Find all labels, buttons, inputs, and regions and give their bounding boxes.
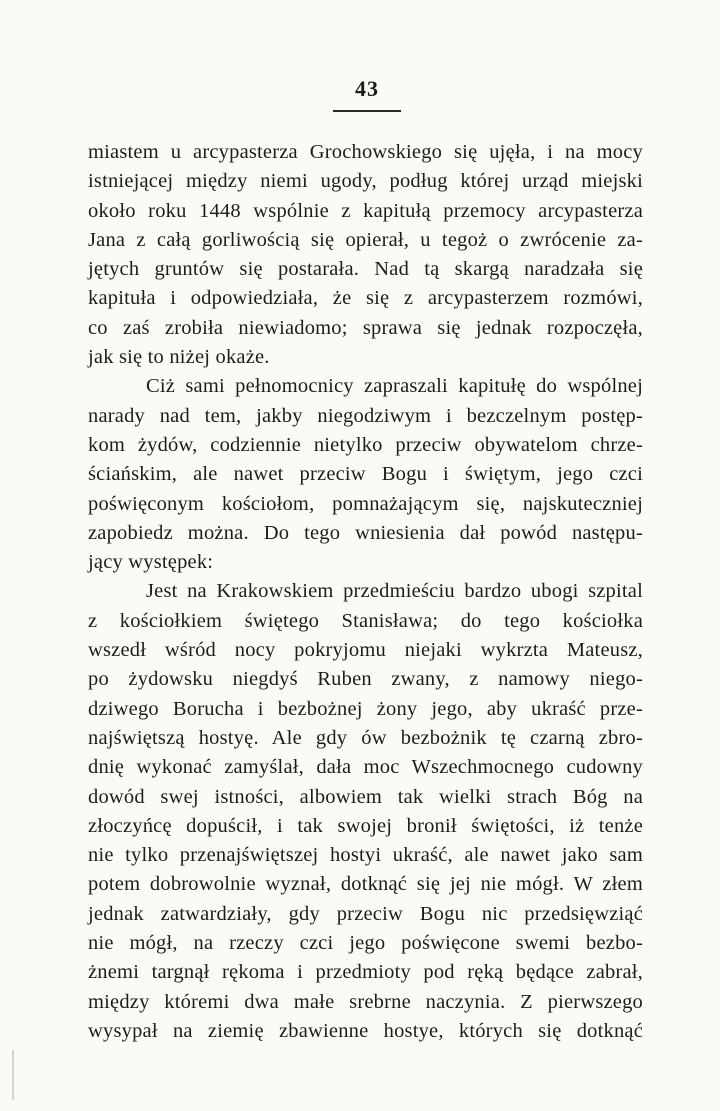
- text-line: co zaś zrobiła niewiadomo; sprawa się jednak rozpoczęła,: [88, 316, 643, 339]
- text-line: żnemi targnął rękoma i przedmioty pod ręką będące zabrał,: [88, 961, 643, 984]
- text-line: jętych gruntów się postarała. Nad tą skargą naradzała się: [88, 258, 643, 281]
- text-line: miastem u arcypasterza Grochowskiego się ujęła, i na mocy: [88, 141, 643, 163]
- text-line: Jest na Krakowskiem przedmieściu bardzo ubogi szpital: [146, 580, 643, 603]
- text-line: dowód swej istności, albowiem tak wielki strach Bóg na: [88, 785, 643, 808]
- body-text: [88, 138, 643, 1046]
- text-line: narady nad tem, jakby niegodziwym i bezczelnym postęp-: [88, 404, 643, 427]
- text-line: poświęconym kościołom, pomnażającym się, najskuteczniej: [88, 492, 643, 515]
- text-line: kapituła i odpowiedziała, że się z arcypasterzem rozmówi,: [88, 287, 643, 310]
- text-line: po żydowsku niegdyś Ruben zwany, z namowy niego-: [88, 668, 643, 691]
- margin-mark: [12, 1050, 14, 1100]
- text-line: jący występek:: [88, 551, 214, 574]
- text-line: kom żydów, codziennie nietylko przeciw obywatelom chrze-: [88, 433, 643, 456]
- text-line: nie tylko przenajświętszej hostyi ukraść, ale nawet jako sam: [88, 844, 643, 867]
- page-number: 43: [355, 76, 379, 101]
- text-line: jak się to niżej okaże.: [88, 346, 270, 369]
- text-line: ściańskim, ale nawet przeciw Bogu i świętym, jego czci: [88, 463, 643, 486]
- text-line: około roku 1448 wspólnie z kapitułą przemocy arcypasterza: [88, 199, 643, 222]
- text-line: Jana z całą gorliwością się opierał, u tegoż o zwrócenie za-: [88, 228, 643, 251]
- page-number-rule: [333, 110, 401, 112]
- text-line: istniejącej między niemi ugody, podług której urząd miejski: [88, 170, 643, 193]
- text-line: wysypał na ziemię zbawienne hostye, których się dotknąć: [88, 1019, 643, 1042]
- text-line: Ciż sami pełnomocnicy zapraszali kapitułę do wspólnej: [146, 375, 643, 398]
- text-line: dnię wykonać zamyślał, dała moc Wszechmocnego cudowny: [88, 756, 643, 779]
- text-line: jednak zatwardziały, gdy przeciw Bogu nic przedsięwziąć: [88, 902, 643, 925]
- text-line: zapobiedz można. Do tego wniesienia dał powód następu-: [88, 521, 643, 544]
- text-line: nie mógł, na rzeczy czci jego poświęcone swemi bezbo-: [88, 932, 643, 955]
- text-line: potem dobrowolnie wyznał, dotknąć się jej nie mógł. W złem: [88, 873, 643, 896]
- text-line: dziwego Borucha i bezbożnej żony jego, aby ukraść prze-: [88, 697, 643, 720]
- text-line: wszedł wśród nocy pokryjomu niejaki wykrzta Mateusz,: [88, 639, 643, 662]
- text-line: najświętszą hostyę. Ale gdy ów bezbożnik tę czarną zbro-: [88, 726, 643, 749]
- text-line: złoczyńcę dopuścił, i tak swojej bronił świętości, iż tenże: [88, 814, 643, 837]
- text-line: między któremi dwa małe srebrne naczynia. Z pierwszego: [88, 990, 643, 1013]
- text-line: z kościołkiem świętego Stanisława; do tego kościołka: [88, 609, 643, 632]
